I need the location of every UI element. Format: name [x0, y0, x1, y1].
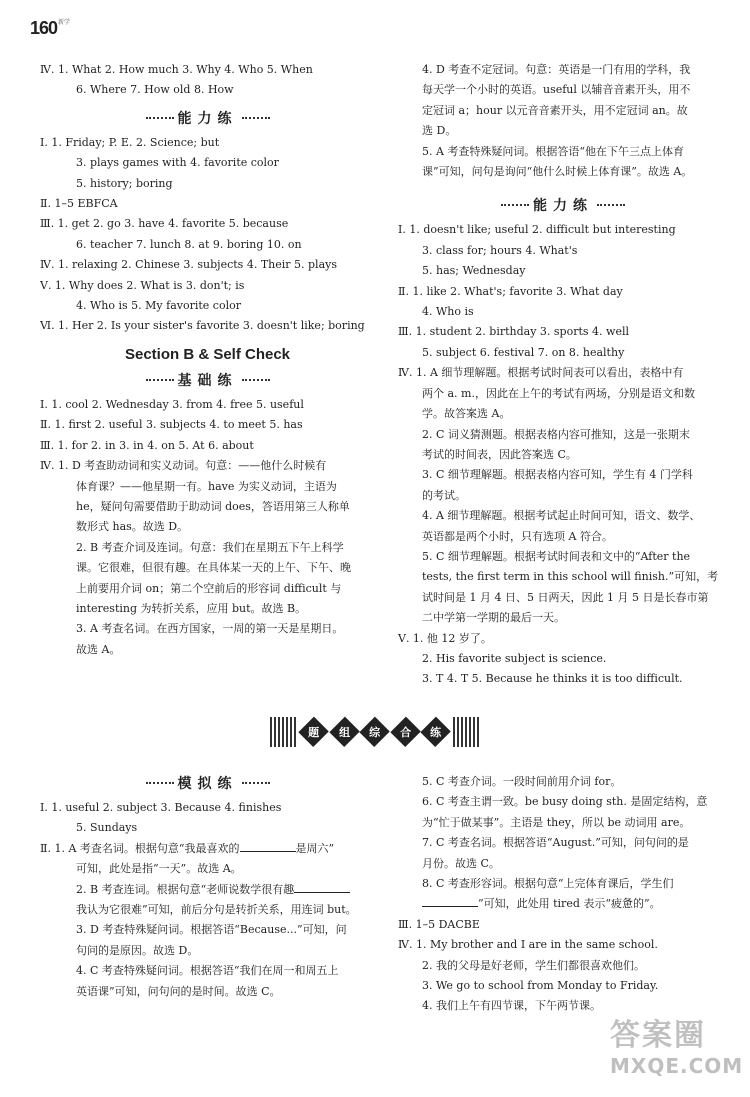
answer-line: Ⅲ. 1. student 2. birthday 3. sports 4. well: [398, 325, 629, 339]
section-title-b: Section B & Self Check: [124, 345, 291, 363]
right-bottom-column: [398, 772, 728, 1017]
answer-line: 句问的是原因。故选 D。: [76, 943, 199, 957]
answer-line: Ⅴ. 1. Why does 2. What is 3. don't; is: [40, 278, 245, 292]
answer-line: 5. C 考查介词。一段时间前用介词 for。: [422, 775, 622, 788]
answer-line: 的考试。: [422, 488, 466, 502]
answer-line: 可知，此处是指“一天”。故选 A。: [76, 862, 242, 876]
answer-line: 4. Who is: [422, 305, 474, 319]
fill-blank: [294, 882, 350, 893]
answer-line: Ⅱ. 1–5 EBFCA: [40, 197, 118, 211]
answer-line: 学。故答案选 A。: [422, 407, 511, 421]
right-column: [398, 60, 728, 690]
answer-line: Ⅳ. 1. What 2. How much 3. Why 4. Who 5. When: [40, 63, 313, 76]
answer-line: 3. D 考查特殊疑问词。根据答语“Because...”可知，问: [76, 923, 347, 937]
banner-stripes-left: [270, 717, 297, 747]
answer-line: 6. C 考查主谓一致。be busy doing sth. 是固定结构，意: [422, 795, 708, 809]
section-heading-basic: 基础练: [40, 367, 375, 395]
answer-line: interesting 为转折关系，应用 but。故选 B。: [76, 601, 307, 615]
answer-line: 2. B 考查介词及连词。句意：我们在星期五下午上科学: [76, 540, 344, 554]
answer-line: Ⅱ. 1. like 2. What's; favorite 3. What day: [398, 284, 623, 298]
answer-line: 6. teacher 7. lunch 8. at 9. boring 10. on: [76, 237, 302, 251]
answer-line: Ⅲ. 1. get 2. go 3. have 4. favorite 5. because: [40, 217, 289, 231]
answer-line: Ⅰ. 1. Friday; P. E. 2. Science; but: [40, 135, 220, 149]
answer-line: Ⅰ. 1. cool 2. Wednesday 3. from 4. free 5. useful: [40, 397, 304, 411]
answer-line: Ⅳ. 1. My brother and I are in the same school.: [398, 938, 658, 952]
answer-line: tests, the first term in this school will finish.”可知，考: [422, 570, 719, 584]
banner-char: 合: [390, 717, 421, 748]
answer-line: Ⅰ. 1. useful 2. subject 3. Because 4. finishes: [40, 801, 282, 814]
banner-char: 组: [329, 717, 360, 748]
answer-line: 为“忙于做某事”。主语是 they，所以 be 动词用 are。: [422, 815, 691, 829]
answer-line: Ⅲ. 1. for 2. in 3. in 4. on 5. At 6. about: [40, 438, 254, 452]
answer-line: 两个 a. m.，因此在上午的考试有两场，分别是语文和数: [422, 386, 695, 400]
section-heading-simulation: 模拟练: [40, 770, 375, 798]
answer-line: 4. A 细节理解题。根据考试起止时间可知，语文、数学、: [422, 509, 701, 523]
answer-line: 5. Sundays: [76, 821, 138, 835]
fill-blank: [240, 841, 296, 852]
answer-line: 每天学一个小时的英语。useful 以辅音音素开头，用不: [422, 83, 691, 97]
answer-line: 7. C 考查名词。根据答语“August.”可知，问句问的是: [422, 836, 689, 850]
answer-line: 2. C 词义猜测题。根据表格内容可推知，这是一张期末: [422, 427, 690, 441]
answer-line: 5. subject 6. festival 7. on 8. healthy: [422, 345, 625, 359]
answer-line: 定冠词 a；hour 以元音音素开头，用不定冠词 an。故: [422, 103, 688, 117]
answer-line: 4. C 考查特殊疑问词。根据答语“我们在周一和周五上: [76, 964, 339, 978]
answer-line: 考试的时间表，因此答案选 C。: [422, 447, 577, 461]
page-number: 160: [30, 18, 58, 38]
answer-line: 3. We go to school from Monday to Friday.: [422, 979, 659, 993]
banner-stripes-right: [453, 717, 480, 747]
answer-line: 5. history; boring: [76, 176, 173, 190]
left-column: [40, 60, 375, 660]
answer-line: 3. plays games with 4. favorite color: [76, 156, 279, 170]
answer-line: 试时间是 1 月 4 日、5 日两天，因此 1 月 5 日是长春市第: [422, 590, 709, 604]
answer-line: 3. class for; hours 4. What's: [422, 243, 578, 257]
fill-blank: [422, 896, 478, 907]
answer-line: 5. C 细节理解题。根据考试时间表和文中的“After the: [422, 549, 691, 563]
answer-line: 体育课？——他星期一有。have 为实义动词，主语为: [76, 479, 337, 493]
answer-line: 5. has; Wednesday: [422, 264, 526, 278]
left-bottom-column: [40, 770, 375, 1002]
watermark-logo: [610, 1010, 745, 1092]
answer-line: Ⅲ. 1–5 DACBE: [398, 917, 480, 931]
answer-line: 4. Who is 5. My favorite color: [76, 299, 241, 313]
section-heading-ability: 能力练: [40, 105, 375, 133]
answer-line: Ⅳ. 1. A 细节理解题。根据考试时间表可以看出，表格中有: [398, 366, 684, 380]
answer-line: 3. A 考查名词。在西方国家，一周的第一天是星期日。: [76, 622, 344, 636]
answer-line: 4. D 考查不定冠词。句意：英语是一门有用的学科，我: [422, 63, 691, 76]
answer-line: 我认为它很难”可知，前后分句是转折关系，用连词 but。: [76, 903, 357, 917]
answer-line: 6. Where 7. How old 8. How: [76, 83, 234, 97]
answer-line: Ⅰ. 1. doesn't like; useful 2. difficult but interesting: [398, 223, 676, 237]
banner-char: 题: [299, 717, 330, 748]
answer-line: 2. B 考查连词。根据句意“老师说数学很有趣: [40, 880, 375, 900]
answer-line: 英语课”可知，问句问的是时间。故选 C。: [76, 984, 281, 998]
watermark-url: MXQE.COM: [610, 1054, 744, 1078]
answer-line: he，疑问句需要借助于助动词 does，答语用第三人称单: [76, 499, 350, 513]
banner-char: 练: [421, 717, 452, 748]
answer-line: Ⅱ. 1. first 2. useful 3. subjects 4. to meet 5. has: [40, 418, 303, 432]
answer-line: 月份。故选 C。: [422, 856, 500, 870]
answer-line: 3. T 4. T 5. Because he thinks it is too difficult.: [422, 672, 683, 686]
page-number-tag: 新学: [58, 20, 71, 26]
answer-line: 4. 我们上午有四节课，下午两节课。: [422, 999, 601, 1013]
answer-line: 上前要用介词 on；第二个空前后的形容词 difficult 与: [76, 581, 342, 595]
answer-line: Ⅵ. 1. Her 2. Is your sister's favorite 3. doesn't like; boring: [40, 319, 365, 333]
answer-line: 二中学第一学期的最后一天。: [422, 611, 565, 625]
answer-line: 英语都是两个小时，只有选项 A 符合。: [422, 529, 613, 543]
answer-line: 数形式 has。故选 D。: [76, 520, 189, 534]
section-heading-ability: 能力练: [398, 192, 728, 220]
answer-line: 选 D。: [422, 124, 457, 138]
answer-line: 课。它很难，但很有趣。在具体某一天的上午、下午、晚: [76, 561, 351, 575]
answer-line: 故选 A。: [76, 642, 121, 656]
answer-line: 5. A 考查特殊疑问词。根据答语“他在下午三点上体育: [422, 144, 685, 158]
answer-line: ”可知，此处用 tired 表示“疲惫的”。: [398, 894, 728, 914]
banner-char: 综: [360, 717, 391, 748]
answer-line: 2. 我的父母是好老师，学生们都很喜欢他们。: [422, 958, 645, 972]
section-banner: [270, 713, 480, 751]
watermark-text: 答案圈: [610, 1018, 706, 1053]
answer-line: 3. C 细节理解题。根据表格内容可知，学生有 4 门学科: [422, 468, 693, 482]
answer-line: 课”可知，问句是询问“他什么时候上体育课”。故选 A。: [422, 165, 693, 179]
answer-line: Ⅳ. 1. D 考查助动词和实义动词。句意：——他什么时候有: [40, 459, 327, 473]
answer-line: Ⅳ. 1. relaxing 2. Chinese 3. subjects 4. Their 5. plays: [40, 258, 337, 272]
answer-line: 2. His favorite subject is science.: [422, 651, 607, 665]
answer-line: 8. C 考查形容词。根据句意“上完体育课后，学生们: [422, 877, 674, 891]
answer-line: Ⅱ. 1. A 考查名词。根据句意“我最喜欢的 是周六”: [40, 841, 335, 855]
answer-line: Ⅴ. 1. 他 12 岁了。: [398, 631, 492, 645]
